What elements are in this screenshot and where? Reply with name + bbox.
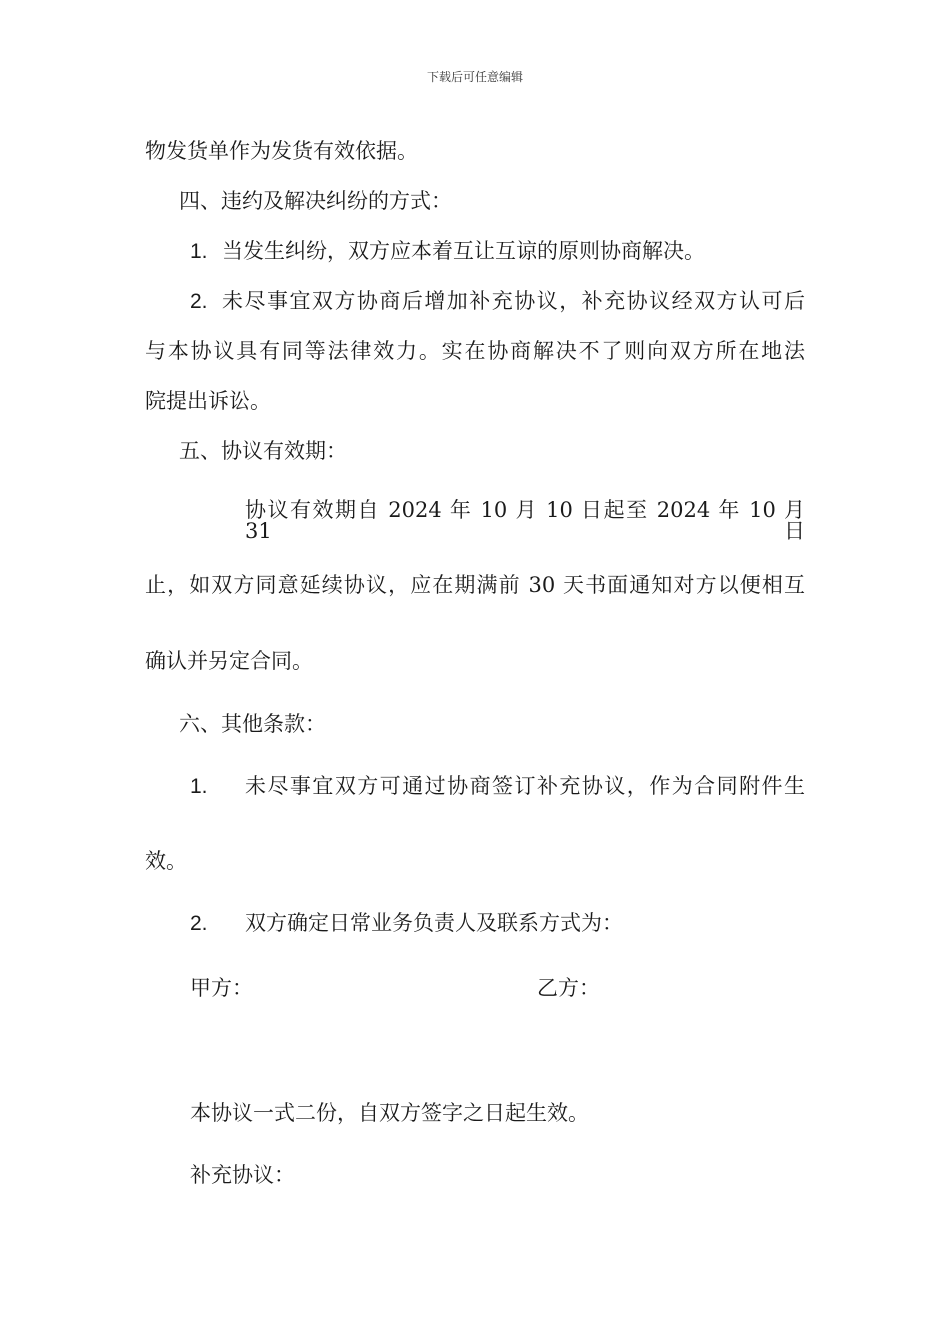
validity-text-continued: 止，如双方同意延续协议，应在期满前 30 天书面通知对方以便相互 [145,573,805,597]
supplement-title: 补充协议： [190,1163,295,1187]
list-item-text-continued: 与本协议具有同等法律效力。实在协商解决不了则向双方所在地法 [145,339,805,363]
list-item-text: 未尽事宜双方可通过协商签订补充协议，作为合同附件生 [245,774,805,798]
list-item-text: 双方确定日常业务负责人及联系方式为： [245,911,623,935]
section-title-5: 五、协议有效期： [179,439,347,463]
copies-statement: 本协议一式二份，自双方签字之日起生效。 [190,1101,589,1125]
section-title-6: 六、其他条款： [179,712,326,736]
list-number: 2. [190,290,208,313]
list-number: 1. [190,775,208,798]
list-item-text-continued: 效。 [145,849,187,873]
party-b-label: 乙方： [537,976,600,1000]
page-header-note: 下载后可任意编辑 [426,70,523,84]
section-title-4: 四、违约及解决纠纷的方式： [179,189,452,213]
validity-text: 协议有效期自 2024 年 10 月 10 日起至 2024 年 10 月 31 日 [245,498,805,543]
list-item-text: 未尽事宜双方协商后增加补充协议，补充协议经双方认可后 [222,289,805,313]
list-item-text-continued: 院提出诉讼。 [145,389,271,413]
list-number: 2. [190,912,208,935]
list-item-text: 当发生纠纷，双方应本着互让互谅的原则协商解决。 [222,239,705,263]
validity-text-continued: 确认并另定合同。 [145,649,313,673]
party-a-label: 甲方： [190,976,253,1000]
list-number: 1. [190,240,208,263]
paragraph-line: 物发货单作为发货有效依据。 [145,139,418,163]
